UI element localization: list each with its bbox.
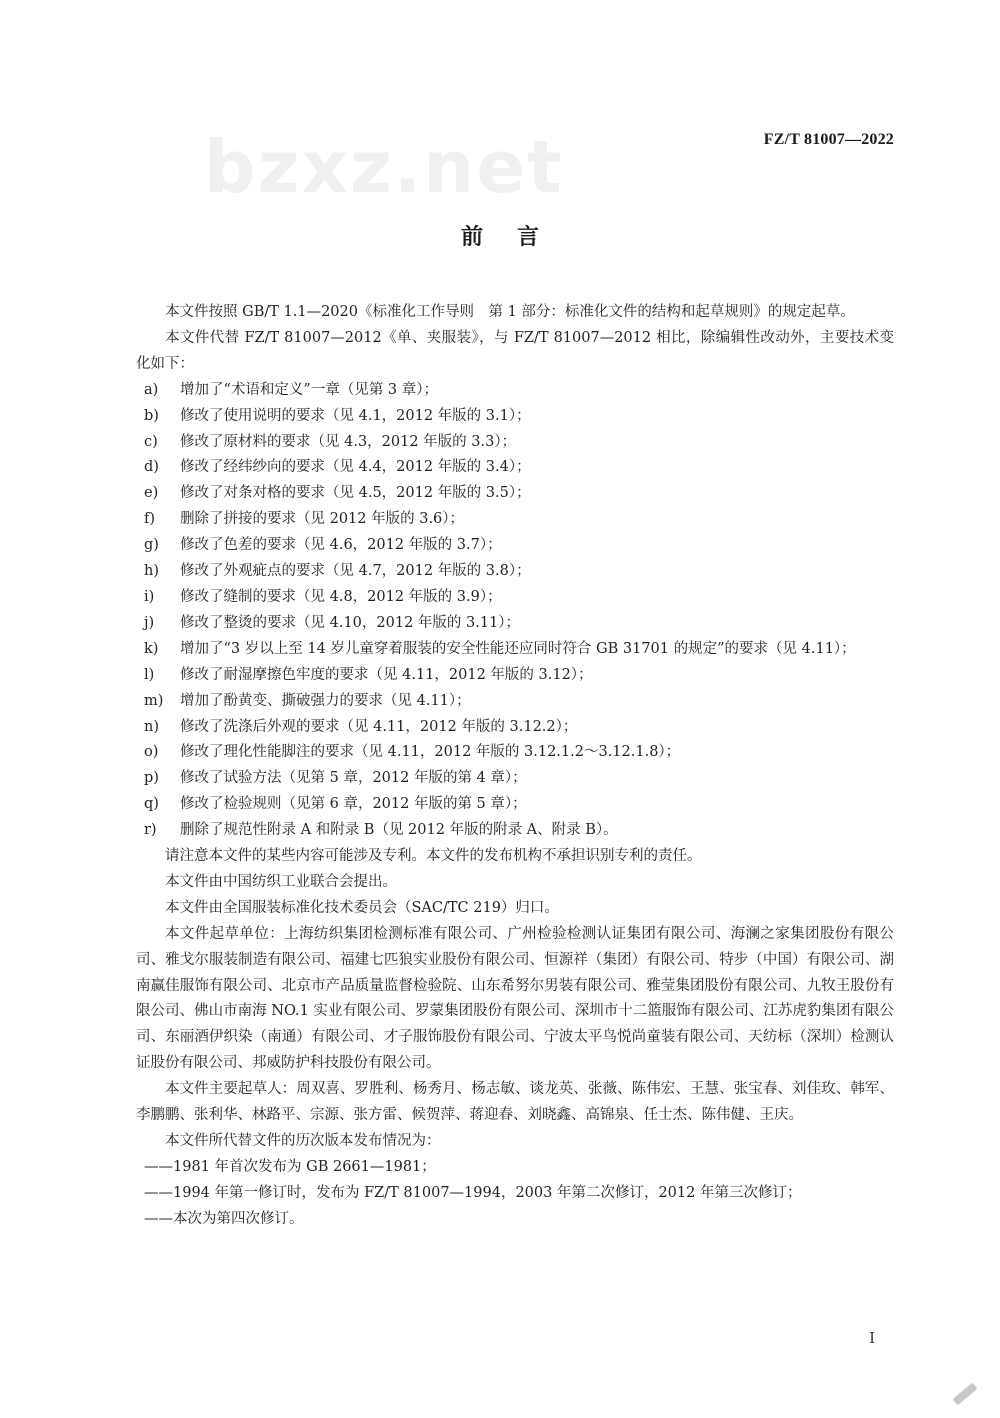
list-item <box>136 689 894 715</box>
list-item <box>136 559 894 585</box>
committee: 本文件由全国服装标准化技术委员会（SAC/TC 219）归口。 <box>165 899 559 916</box>
history-item: ——1981 年首次发布为 GB 2661—1981； <box>144 1158 436 1175</box>
item-marker: h) <box>144 563 159 580</box>
changes-list <box>136 378 894 844</box>
item-text: 增加了酚黄变、撕破强力的要求（见 4.11）； <box>180 692 471 709</box>
list-item <box>136 740 894 766</box>
patent-notice: 请注意本文件的某些内容可能涉及专利。本文件的发布机构不承担识别专利的责任。 <box>165 848 702 865</box>
item-text: 修改了试验方法（见第 5 章，2012 年版的第 4 章）； <box>180 770 527 787</box>
list-item <box>136 507 894 533</box>
item-text: 修改了检验规则（见第 6 章，2012 年版的第 5 章）； <box>180 796 527 813</box>
item-text: 修改了外观疵点的要求（见 4.7，2012 年版的 3.8）； <box>180 563 531 580</box>
watermark: bzxz.net <box>204 125 564 209</box>
item-marker: d) <box>144 459 159 476</box>
item-marker: i) <box>144 588 155 605</box>
item-text: 修改了原材料的要求（见 4.3，2012 年版的 3.3）； <box>180 433 517 450</box>
proposer: 本文件由中国纺织工业联合会提出。 <box>165 873 397 890</box>
item-marker: p) <box>144 770 159 787</box>
item-text: 修改了经纬纱向的要求（见 4.4，2012 年版的 3.4）； <box>180 459 531 476</box>
standard-code: FZ/T 81007—2022 <box>763 131 894 148</box>
list-item <box>136 715 894 741</box>
list-item <box>136 533 894 559</box>
drafters: 本文件主要起草人：周双喜、罗胜利、杨秀月、杨志敏、谈龙英、张薇、陈伟宏、王慧、张宝春、刘佳玫、韩军、李鹏鹏、张利华、林路平、宗源、张方雷、候贺萍、蒋迎春、刘晓鑫、高锦泉、任士杰、陈伟健、王庆。 <box>136 1081 894 1124</box>
list-item <box>136 378 894 404</box>
list-item <box>136 585 894 611</box>
list-item <box>136 481 894 507</box>
list-item <box>136 818 894 844</box>
item-text: 增加了“3 岁以上至 14 岁儿童穿着服装的安全性能还应同时符合 GB 31701 的规定”的要求（见 4.11）； <box>180 640 856 657</box>
item-marker: r) <box>144 822 157 839</box>
item-marker: o) <box>144 744 159 761</box>
list-item <box>136 663 894 689</box>
item-marker: k) <box>144 640 159 657</box>
list-item <box>136 792 894 818</box>
item-marker: m) <box>144 692 164 709</box>
history-item: ——1994 年第一修订时，发布为 FZ/T 81007—1994，2003 年第二次修订，2012 年第三次修订； <box>144 1184 802 1201</box>
list-item <box>136 430 894 456</box>
page-number: I <box>869 1329 875 1347</box>
item-marker: n) <box>144 718 159 735</box>
list-item <box>136 766 894 792</box>
item-text: 修改了整烫的要求（见 4.10，2012 年版的 3.11）； <box>180 614 521 631</box>
item-marker: b) <box>144 407 159 424</box>
list-item <box>136 404 894 430</box>
page-curl-icon <box>952 1383 977 1406</box>
item-text: 修改了色差的要求（见 4.6，2012 年版的 3.7）； <box>180 537 502 554</box>
item-text: 修改了对条对格的要求（见 4.5，2012 年版的 3.5）； <box>180 485 531 502</box>
item-text: 删除了规范性附录 A 和附录 B（见 2012 年版的附录 A、附录 B）。 <box>180 822 618 839</box>
item-marker: f) <box>144 511 156 528</box>
item-marker: j) <box>144 614 155 631</box>
item-text: 增加了“术语和定义”一章（见第 3 章）； <box>180 381 439 398</box>
item-text: 修改了缝制的要求（见 4.8，2012 年版的 3.9）； <box>180 588 502 605</box>
item-marker: c) <box>144 433 158 450</box>
paragraph: 本文件按照 GB/T 1.1—2020《标准化工作导则 第 1 部分：标准化文件的结构和起草规则》的规定起草。 <box>165 304 855 320</box>
foreword-body <box>136 300 894 1233</box>
drafting-organizations: 本文件起草单位：上海纺织集团检测标准有限公司、广州检验检测认证集团有限公司、海澜之家集团股份有限公司、雅戈尔服装制造有限公司、福建七匹狼实业股份有限公司、恒源祥（集团）有限公司、特步（中国）有限公司、湖南赢佳服饰有限公司、北京市产品质量监督检验院、山东希努尔男装有限公司、雅莹集团股份有限公司、九牧王股份有限公司、佛山市南海 NO.1 实业有限公司、罗蒙集团股份有限公司、深圳市十二篮服饰有限公司、江苏虎豹集团有限公司、东丽酒伊织染（南通）有限公司、才子服饰股份有限公司、宁波太平鸟悦尚童装有限公司、天纺标（深圳）检测认证股份有限公司、邦威防护科技股份有限公司。 <box>136 925 894 1072</box>
paragraph: 本文件代替 FZ/T 81007—2012《单、夹服装》，与 FZ/T 81007—2012 相比，除编辑性改动外，主要技术变化如下： <box>136 329 894 372</box>
item-text: 修改了使用说明的要求（见 4.1，2012 年版的 3.1）； <box>180 407 531 424</box>
item-marker: e) <box>144 485 159 502</box>
item-text: 修改了理化性能脚注的要求（见 4.11，2012 年版的 3.12.1.2～3.12.1.8）； <box>180 744 681 761</box>
item-text: 修改了洗涤后外观的要求（见 4.11，2012 年版的 3.12.2）； <box>180 718 578 735</box>
item-marker: q) <box>144 796 159 813</box>
item-marker: a) <box>144 381 159 398</box>
list-item <box>136 455 894 481</box>
item-text: 删除了拼接的要求（见 2012 年版的 3.6）； <box>180 511 465 528</box>
list-item <box>136 611 894 637</box>
page-title: 前言 <box>460 225 573 250</box>
list-item <box>136 637 894 663</box>
item-marker: g) <box>144 537 159 554</box>
item-marker: l) <box>144 666 155 683</box>
history-intro: 本文件所代替文件的历次版本发布情况为： <box>165 1133 441 1149</box>
history-item: ——本次为第四次修订。 <box>144 1210 304 1227</box>
item-text: 修改了耐湿摩擦色牢度的要求（见 4.11，2012 年版的 3.12）； <box>180 666 593 683</box>
